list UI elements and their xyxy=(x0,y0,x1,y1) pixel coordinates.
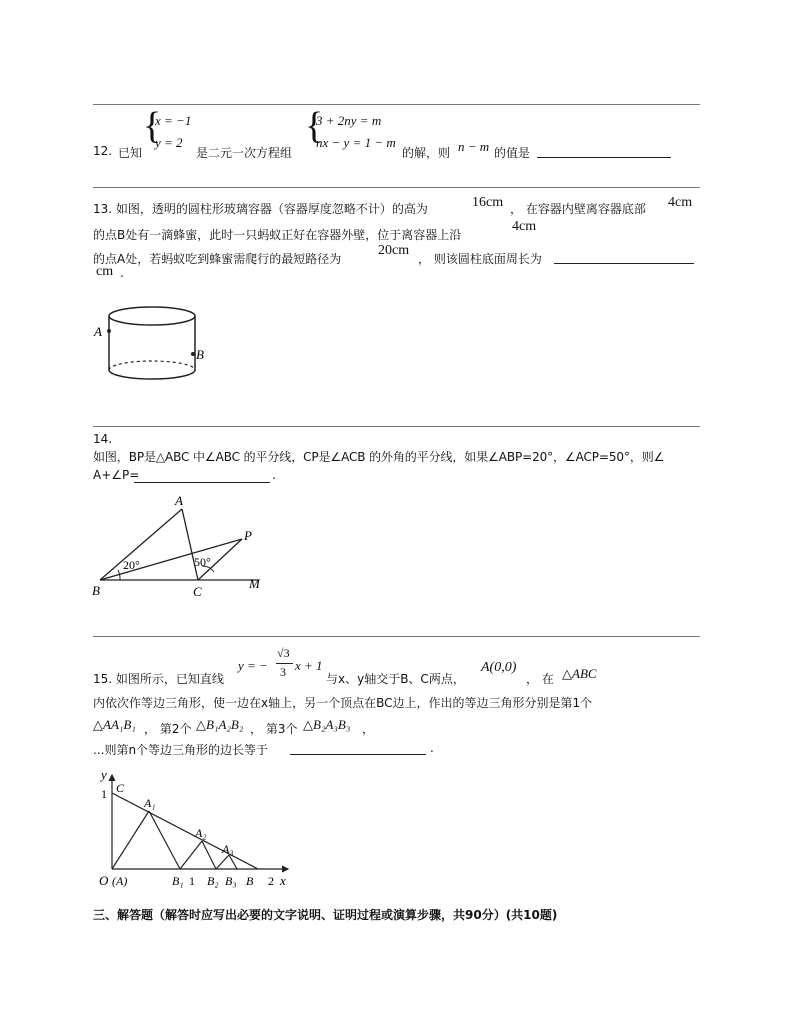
q15-line2: 内依次作等边三角形，使一边在x轴上，另一个顶点在BC边上，作出的等边三角形分别是第1个 xyxy=(93,696,593,710)
q14-end: . xyxy=(272,468,276,482)
q14-label-c: C xyxy=(193,584,202,599)
q15-line3-a: ， 第2个 xyxy=(144,722,192,736)
q12-expr: n − m xyxy=(458,139,490,154)
q15-label-b3: B₃ xyxy=(225,874,237,888)
q15-func-tail: x + 1 xyxy=(295,658,323,673)
q13-line3-a: 的点A处，若蚂蚁吃到蜂蜜需爬行的最短路径为 xyxy=(93,252,342,266)
q12-sys2-eq1: 3 + 2ny = m xyxy=(316,113,382,128)
q13-a-depth-value: 4cm xyxy=(512,219,537,234)
q15-label-a3: A₃ xyxy=(222,842,234,856)
q15-tri-3: △B₂A₃B₃ xyxy=(303,717,351,732)
q14-number: 14. xyxy=(93,432,113,446)
q15-end: . xyxy=(430,741,434,755)
q15-label-b: B xyxy=(246,874,254,888)
q13-cylinder-figure xyxy=(92,300,212,390)
q15-label-two: 2 xyxy=(268,874,274,888)
q14-angle-20: 20° xyxy=(123,558,140,572)
q15-line1-c: ， 在 xyxy=(526,672,554,686)
q15-fraction-bar xyxy=(276,663,293,664)
q12-sys1-eq2: y = 2 xyxy=(155,135,183,150)
q15-tri-1: △AA₁B₁ xyxy=(93,717,136,732)
q15-label-a1: A₁ xyxy=(144,796,156,810)
q15-label-a2: A₂ xyxy=(195,826,207,840)
q13-line1-b: ， 在容器内壁离容器底部 xyxy=(510,202,646,216)
q14-answer-blank[interactable] xyxy=(134,482,270,483)
q12-text-3: 的解，则 xyxy=(402,146,451,160)
q13-label-b: B xyxy=(196,347,204,362)
q15-line4: ...则第n个等边三角形的边长等于 xyxy=(93,743,269,757)
q15-label-one-x: 1 xyxy=(189,874,195,888)
q14-label-m: M xyxy=(249,576,260,591)
q15-triangle-abc: △ABC xyxy=(562,666,597,681)
q14-label-a: A xyxy=(175,493,183,508)
q15-line1-b: 与x、y轴交于B、C两点， xyxy=(326,672,465,686)
q12-text-1: 已知 xyxy=(118,146,143,160)
q15-label-o: O xyxy=(99,873,109,888)
q15-denominator: 3 xyxy=(280,665,286,679)
q13-line1-a: 13. 如图，透明的圆柱形玻璃容器（容器厚度忽略不计）的高为 xyxy=(93,202,428,216)
q13-b-height-value: 4cm xyxy=(668,195,693,210)
q15-coordinate-figure xyxy=(92,765,302,895)
q15-label-x: x xyxy=(280,873,286,888)
divider-15 xyxy=(93,636,700,637)
q13-line3-b: ， 则该圆柱底面周长为 xyxy=(418,252,542,266)
q15-answer-blank[interactable] xyxy=(290,754,426,755)
q15-tri-2: △B₁A₂B₂ xyxy=(196,717,244,732)
q15-label-one: 1 xyxy=(101,787,107,801)
q15-label-b2: B₂ xyxy=(207,874,219,888)
q15-label-c: C xyxy=(116,781,125,795)
q13-unit: cm xyxy=(96,264,114,279)
q12-text-2: 是二元一次方程组 xyxy=(196,146,293,160)
q12-number: 12. xyxy=(93,144,113,158)
q12-answer-blank[interactable] xyxy=(537,157,671,158)
q12-sys1-eq1: x = −1 xyxy=(155,113,192,128)
q14-angle-50: 50° xyxy=(194,555,211,569)
q15-line3-b: ， 第3个 xyxy=(250,722,298,736)
q13-label-a: A xyxy=(94,324,102,339)
q14-line1: 如图，BP是△ABC 中∠ABC 的平分线，CP是∠ACB 的外角的平分线，如果∠ABP=20°，∠ACP=50°，则∠ xyxy=(93,450,665,464)
q12-sys2-eq2: nx − y = 1 − m xyxy=(316,135,396,150)
section-3-title: 三、解答题（解答时应写出必要的文字说明、证明过程或演算步骤，共90分）(共10题) xyxy=(93,908,558,922)
q12-brace-1: { xyxy=(143,105,162,147)
q15-sqrt3: √3 xyxy=(277,646,290,660)
q14-label-b: B xyxy=(92,583,100,598)
q13-line2-a: 的点B处有一滴蜂蜜，此时一只蚂蚁正好在容器外壁，位于离容器上沿 xyxy=(93,228,462,242)
divider-13 xyxy=(93,187,700,188)
q13-height-value: 16cm xyxy=(472,195,504,210)
q15-line3-c: ， xyxy=(362,722,375,736)
q14-triangle-figure xyxy=(90,492,270,602)
q15-label-b1: B₁ xyxy=(172,874,184,888)
divider-top xyxy=(93,104,700,105)
q15-func-y: y = − xyxy=(238,658,268,673)
divider-14 xyxy=(93,426,700,427)
q13-end: . xyxy=(120,266,124,280)
q13-answer-blank[interactable] xyxy=(554,263,694,264)
q13-path-value: 20cm xyxy=(378,243,410,258)
q15-label-y: y xyxy=(101,767,107,782)
q15-point-a: A(0,0) xyxy=(481,660,517,675)
q14-line2: A+∠P= xyxy=(93,468,140,482)
q12-brace-2: { xyxy=(305,105,324,147)
q14-label-p: P xyxy=(244,528,252,543)
q15-line1-a: 15. 如图所示，已知直线 xyxy=(93,672,224,686)
q15-label-a-paren: (A) xyxy=(112,874,128,888)
q12-text-4: 的值是 xyxy=(494,146,531,160)
